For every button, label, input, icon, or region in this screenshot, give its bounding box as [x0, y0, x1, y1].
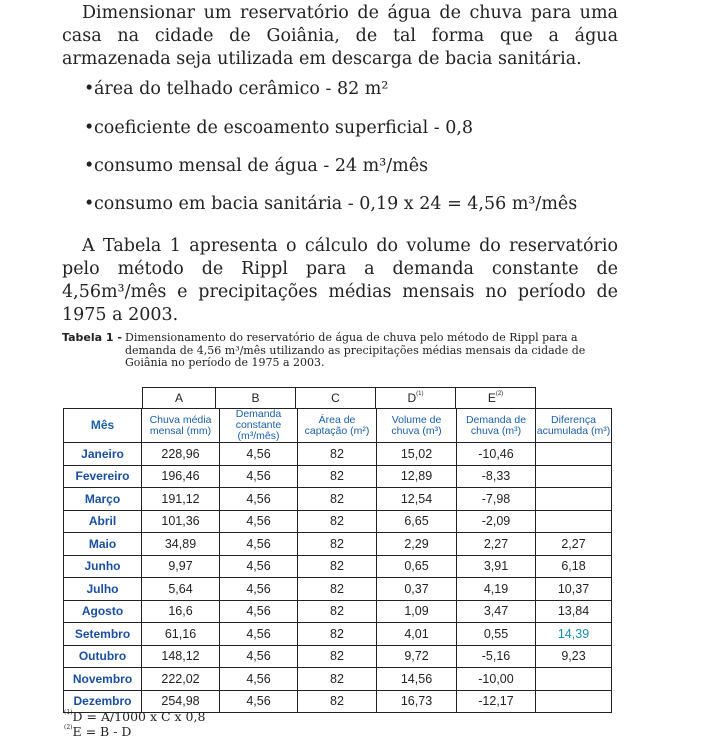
- value-cell-e: 4,19: [457, 578, 536, 601]
- value-cell-d: 0,65: [377, 555, 457, 578]
- table-row: [64, 555, 612, 578]
- value-cell-b: 4,56: [220, 510, 298, 533]
- value-cell-e: 0,55: [457, 623, 536, 646]
- month-cell: Abril: [64, 510, 142, 533]
- value-cell-e: 3,91: [457, 555, 536, 578]
- value-cell-f: 13,84: [536, 600, 612, 623]
- bullet-runoff-coefficient: •coeficiente de escoamento superficial - 0,8: [84, 118, 474, 138]
- value-cell-b: 4,56: [220, 600, 298, 623]
- value-cell-f: 6,18: [536, 555, 612, 578]
- month-cell: Agosto: [64, 600, 142, 623]
- value-cell-a: 61,16: [142, 623, 220, 646]
- value-cell-d: 0,37: [377, 578, 457, 601]
- value-cell-d: 6,65: [377, 510, 457, 533]
- header-demand: Demanda constante (m³/mês): [220, 409, 298, 443]
- table-row: [64, 578, 612, 601]
- letter-e: [456, 388, 536, 409]
- letter-a: A: [143, 388, 216, 409]
- bullet-roof-area: •área do telhado cerâmico - 82 m²: [84, 79, 389, 99]
- value-cell-f: [536, 443, 612, 466]
- header-volume: Volume de chuva (m³): [377, 409, 457, 443]
- value-cell-a: 16,6: [142, 600, 220, 623]
- value-cell-c: 82: [298, 668, 377, 691]
- value-cell-e: 3,47: [457, 600, 536, 623]
- table-caption: [62, 332, 618, 370]
- value-cell-f: [536, 690, 612, 713]
- value-cell-f: [536, 510, 612, 533]
- letter-d-text: D: [407, 391, 417, 405]
- value-cell-a: 5,64: [142, 578, 220, 601]
- table-row: [64, 443, 612, 466]
- value-cell-c: 82: [298, 465, 377, 488]
- table-row: [64, 623, 612, 646]
- month-cell: Janeiro: [64, 443, 142, 466]
- value-cell-c: 82: [298, 488, 377, 511]
- value-cell-b: 4,56: [220, 668, 298, 691]
- value-cell-a: 34,89: [142, 533, 220, 556]
- value-cell-b: 4,56: [220, 578, 298, 601]
- letter-d: [376, 388, 456, 409]
- header-demand-rain: Demanda de chuva (m³): [457, 409, 536, 443]
- month-cell: Dezembro: [64, 690, 142, 713]
- value-cell-e: -12,17: [457, 690, 536, 713]
- table-row: [64, 465, 612, 488]
- month-cell: Setembro: [64, 623, 142, 646]
- method-paragraph: A Tabela 1 apresenta o cálculo do volume do reservatório pelo método de Rippl para a demanda constante de 4,56m³/mês e precipitações médias mensais no período de 1975 a 2003.: [62, 236, 618, 325]
- table-row: [64, 600, 612, 623]
- month-cell: Novembro: [64, 668, 142, 691]
- bullet-toilet-consumption: •consumo em bacia sanitária - 0,19 x 24 = 4,56 m³/mês: [84, 194, 578, 214]
- value-cell-e: -10,00: [457, 668, 536, 691]
- letter-b: B: [216, 388, 296, 409]
- value-cell-e: -8,33: [457, 465, 536, 488]
- value-cell-d: 1,09: [377, 600, 457, 623]
- value-cell-b: 4,56: [220, 465, 298, 488]
- footnote-1-mark: (1): [64, 709, 73, 716]
- value-cell-f: [536, 465, 612, 488]
- value-cell-e: -5,16: [457, 645, 536, 668]
- month-cell: Outubro: [64, 645, 142, 668]
- intro-paragraph: Dimensionar um reservatório de água de chuva para uma casa na cidade de Goiânia, de tal forma que a água armazenada seja utilizada em descarga de bacia sanitária.: [62, 3, 618, 69]
- value-cell-e: -7,98: [457, 488, 536, 511]
- bullet-text: área do telhado cerâmico - 82 m²: [94, 79, 389, 99]
- month-cell: Julho: [64, 578, 142, 601]
- value-cell-c: 82: [298, 690, 377, 713]
- value-cell-f: 2,27: [536, 533, 612, 556]
- value-cell-a: 191,12: [142, 488, 220, 511]
- value-cell-d: 12,54: [377, 488, 457, 511]
- caption-text: Dimensionamento do reservatório de água de chuva pelo método de Rippl para a demanda de 4,56 m³/mês utilizando as precipitações médias mensais da cidade de Goiânia no período de 1975 a 2003.: [125, 331, 586, 369]
- value-cell-f: 10,37: [536, 578, 612, 601]
- value-cell-c: 82: [298, 510, 377, 533]
- table-row: [64, 488, 612, 511]
- value-cell-a: 196,46: [142, 465, 220, 488]
- header-rain: Chuva média mensal (mm): [142, 409, 220, 443]
- value-cell-c: 82: [298, 578, 377, 601]
- value-cell-d: 12,89: [377, 465, 457, 488]
- value-cell-b: 4,56: [220, 443, 298, 466]
- value-cell-f: [536, 668, 612, 691]
- value-cell-a: 228,96: [142, 443, 220, 466]
- letter-d-note: (1): [416, 391, 424, 397]
- value-cell-d: 2,29: [377, 533, 457, 556]
- value-cell-a: 148,12: [142, 645, 220, 668]
- value-cell-f: 9,23: [536, 645, 612, 668]
- month-cell: Maio: [64, 533, 142, 556]
- value-cell-b: 4,56: [220, 645, 298, 668]
- month-cell: Junho: [64, 555, 142, 578]
- caption-label: Tabela 1 -: [62, 331, 122, 344]
- footnote-1-text: D = A/1000 x C x 0,8: [72, 709, 206, 724]
- bullet-text: consumo em bacia sanitária - 0,19 x 24 = 4,56 m³/mês: [94, 194, 578, 214]
- value-cell-b: 4,56: [220, 555, 298, 578]
- bullet-text: coeficiente de escoamento superficial - 0,8: [94, 118, 474, 138]
- value-cell-c: 82: [298, 533, 377, 556]
- value-cell-e: -2,09: [457, 510, 536, 533]
- table-header-row: [64, 409, 612, 443]
- value-cell-b: 4,56: [220, 623, 298, 646]
- value-cell-c: 82: [298, 555, 377, 578]
- header-diff: Diferença acumulada (m³): [536, 409, 612, 443]
- header-month: Mês: [64, 409, 142, 443]
- table-row: [64, 645, 612, 668]
- value-cell-a: 254,98: [142, 690, 220, 713]
- value-cell-c: 82: [298, 443, 377, 466]
- value-cell-d: 15,02: [377, 443, 457, 466]
- value-cell-b: 4,56: [220, 488, 298, 511]
- footnote-2-mark: (2): [64, 724, 73, 731]
- footnote-2-text: E = B - D: [72, 724, 132, 739]
- footnote-2: [64, 724, 131, 739]
- month-cell: Março: [64, 488, 142, 511]
- table-row: [64, 510, 612, 533]
- value-cell-f: [536, 488, 612, 511]
- column-letters-row: [142, 387, 536, 409]
- value-cell-a: 9,97: [142, 555, 220, 578]
- value-cell-d: 4,01: [377, 623, 457, 646]
- value-cell-a: 101,36: [142, 510, 220, 533]
- value-cell-b: 4,56: [220, 533, 298, 556]
- value-cell-d: 16,73: [377, 690, 457, 713]
- value-cell-d: 9,72: [377, 645, 457, 668]
- rippl-table: [63, 408, 612, 713]
- value-cell-c: 82: [298, 623, 377, 646]
- letter-e-note: (2): [495, 391, 504, 397]
- bullet-text: consumo mensal de água - 24 m³/mês: [94, 156, 429, 176]
- value-cell-c: 82: [298, 600, 377, 623]
- letter-e-text: E: [487, 391, 496, 405]
- header-area: Área de captação (m²): [298, 409, 377, 443]
- value-cell-a: 222,02: [142, 668, 220, 691]
- bullet-monthly-consumption: •consumo mensal de água - 24 m³/mês: [84, 156, 429, 176]
- value-cell-d: 14,56: [377, 668, 457, 691]
- value-cell-b: 4,56: [220, 690, 298, 713]
- table-row: [64, 668, 612, 691]
- value-cell-e: 2,27: [457, 533, 536, 556]
- month-cell: Fevereiro: [64, 465, 142, 488]
- value-cell-e: -10,46: [457, 443, 536, 466]
- footnote-1: [64, 709, 205, 724]
- letter-c: C: [296, 388, 376, 409]
- value-cell-f: 14,39: [536, 623, 612, 646]
- table-row: [64, 533, 612, 556]
- value-cell-c: 82: [298, 645, 377, 668]
